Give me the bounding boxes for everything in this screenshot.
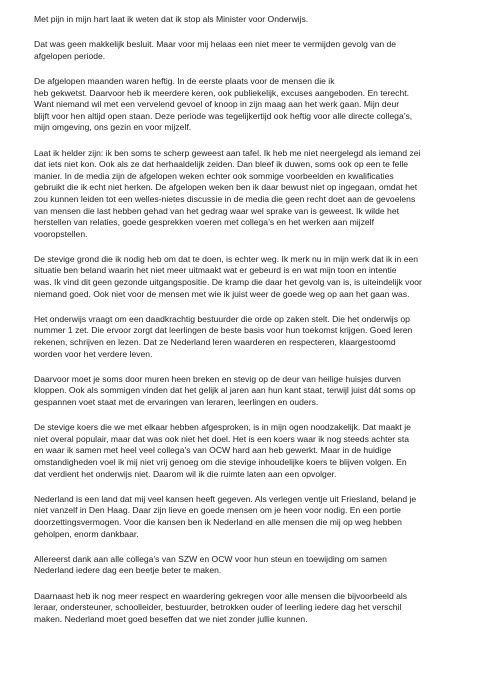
paragraph: Dat was geen makkelijk besluit. Maar voor mij helaas een niet meer te vermijden gevolg van de afgelopen periode. (34, 39, 397, 61)
paragraph: Daarnaast heb ik nog meer respect en waardering gekregen voor alle mensen die bijvoorbeeld als leraar, ondersteuner, schoolleider, bestuurder, betrokken ouder of leerling iedere dag het verschil maken. Nederland moet goed beseffen dat we niet zonder jullie kunnen. (34, 590, 408, 624)
paragraph: Daarvoor moet je soms door muren heen breken en stevig op de deur van heilige huisjes durven kloppen. Ook als sommigen vinden dat het gelijk al jaren aan hun kant staat, terwijl juist dát soms op gespannen voet staat met de ervaringen van leraren, leerlingen en ouders. (34, 373, 416, 407)
paragraph: Allereerst dank aan alle collega’s van SZW en OCW voor hun steun en toewijding om samen Nederland iedere dag een beetje beter te maken. (34, 553, 387, 576)
paragraph: Met pijn in mijn hart laat ik weten dat ik stop als Minister voor Onderwijs. (34, 14, 309, 24)
paragraph: De stevige grond die ik nodig heb om dat te doen, is echter weg. Ik merk nu in mijn werk dat ik in een situatie ben beland waarin het niet meer uitmaakt wat er gebeurd is en wat mijn toon en intentie was. Ik vind dit geen gezonde uitgangspositie. De kramp die daar het gevolg van is, is uiteindelijk voor niemand goed. Ook niet voor de mensen met wie ik juist weer de goede weg op aan het gaan was. (34, 253, 422, 299)
paragraph: Het onderwijs vraagt om een daadkrachtig bestuurder die orde op zaken stelt. Die het onderwijs op nummer 1 zet. Die ervoor zorgt dat leerlingen de beste basis voor hun toekomst krijgen. Goed leren rekenen, schrijven en lezen. Dat ze Nederland leren waarderen en respecteren, klaargestoomd worden voor het verdere leven. (34, 313, 413, 359)
paragraph: Laat ik helder zijn: ik ben soms te scherp geweest aan tafel. Ik heb me niet neergelegd als iemand zei dat iets niet kon. Ook als ze dat herhaaldelijk zeiden. Dan bleef ik duwen, soms ook op een te felle manier. In de media zijn de afgelopen weken echter ook sommige voorbeelden en kwalificaties gebruikt die ik echt niet herken. De afgelopen weken ben ik daar bewust niet op ingegaan, omdat het zou kunnen leiden tot een welles-nietes discussie in de media die geen recht doet aan de gevoelens van mensen die last hebben gehad van het gedrag waar wel sprake van is geweest. Ik wilde het herstellen van relaties, goede gesprekken voeren met collega’s en het werken aan mijzelf vooropstellen. (34, 147, 421, 239)
paragraph: De stevige koers die we met elkaar hebben afgesproken, is in mijn ogen noodzakelijk. Dat maakt je niet overal populair, maar dat was ook niet het doel. Het is een koers waar ik nog steeds achter sta en waar ik samen met heel veel collega’s van OCW hard aan heb gewerkt. Maar in de huidige omstandigheden voel ik mij niet vrij genoeg om die stevige inhoudelijke koers te blijven volgen. En dat verdient het onderwijs niet. Daarom wil ik die ruimte laten aan een opvolger. (34, 422, 411, 479)
paragraph: De afgelopen maanden waren heftig. In de eerste plaats voor de mensen die ik heb gekwetst. Daarvoor heb ik meerdere keren, ook publiekelijk, excuses aangeboden. En terecht. Want niemand wil met een vervelend gevoel of knoop in zijn maag aan het werk gaan. Mijn deur blijft voor hen altijd open staan. Deze periode was tegelijkertijd ook heftig voor alle directe collega’s, mijn omgeving, ons gezin en voor mijzelf. (34, 75, 413, 133)
paragraph: Nederland is een land dat mij veel kansen heeft gegeven. Als verlegen ventje uit Friesland, beland je niet vanzelf in Den Haag. Daar zijn lieve en goede mensen om je heen voor nodig. En een portie doorzettingsvermogen. Voor die kansen ben ik Nederland en alle mensen die mij op weg hebben geholpen, enorm dankbaar. (34, 493, 417, 539)
